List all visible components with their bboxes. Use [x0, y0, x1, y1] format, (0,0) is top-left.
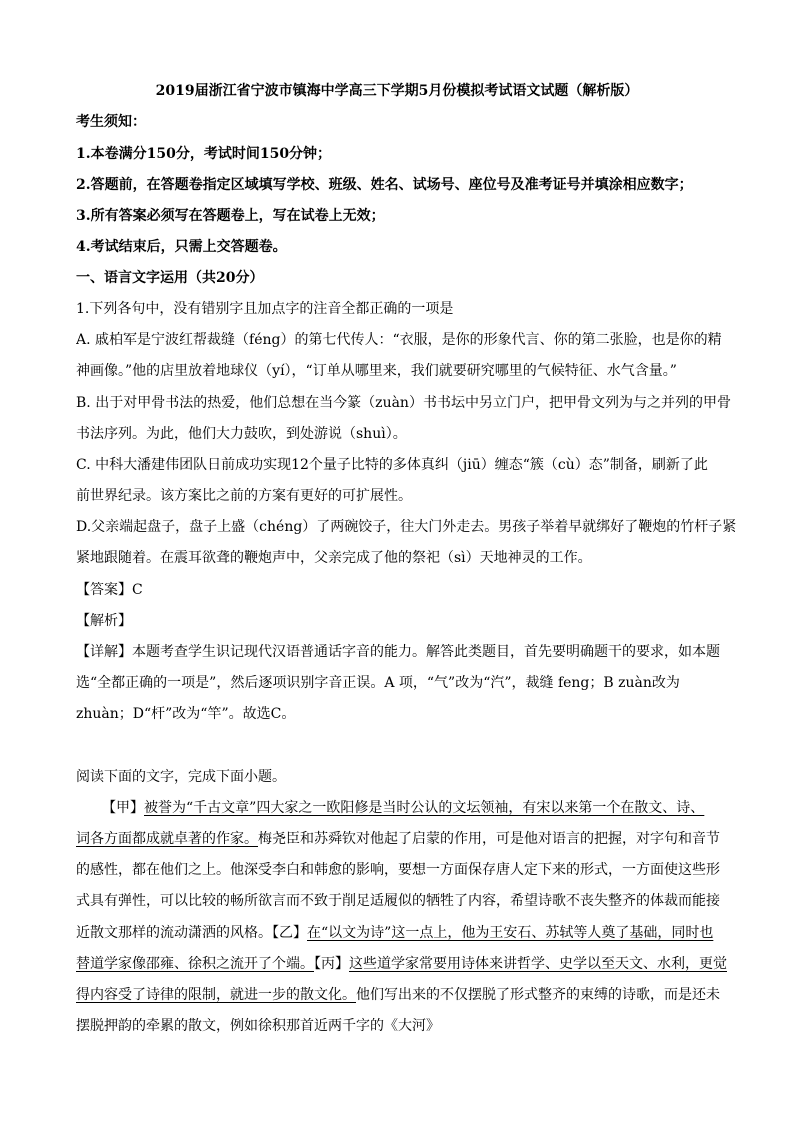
question-stem: 1.下列各句中，没有错别字且加点字的注音全都正确的一项是	[76, 301, 454, 317]
underlined-sentence: 替道学家像邵雍、徐积之流开了个端。	[76, 956, 314, 972]
option-c-cont: 前世界纪录。该方案比之前的方案有更好的可扩展性。	[76, 488, 412, 504]
answer-label: 【答案】C	[76, 582, 143, 598]
marker-jia: 【甲】	[102, 800, 144, 816]
analysis-label: 【解析】	[76, 613, 132, 629]
passage-line: 摆脱押韵的牵累的散文，例如徐积那首近两千字的《大河》	[76, 1018, 440, 1034]
option-b: B. 出于对甲骨书法的热爱，他们总想在当今篆（zuàn）书书坛中另立门户，把甲骨文列为与之并列的甲骨	[76, 395, 731, 411]
document-title: 2019届浙江省宁波市镇海中学高三下学期5月份模拟考试语文试题（解析版）	[155, 83, 639, 99]
section-heading: 一、语言文字运用（共20分）	[76, 270, 264, 286]
marker-bing: 【丙】	[314, 956, 349, 972]
passage-line: 的感性，都在他们之上。他深受李白和韩愈的影响，要想一方面保存唐人定下来的形式，一方面使这些形	[76, 862, 720, 878]
notice-heading: 考生须知：	[76, 114, 146, 130]
detail-text: 【详解】本题考查学生识记现代汉语普通话字音的能力。解答此类题目，首先要明确题干的要求，如本题	[76, 644, 720, 660]
marker-yi: 【乙】	[272, 925, 307, 941]
passage-line: 词各方面都成就卓著的作家。梅尧臣和苏舜钦对他起了启蒙的作用，可是他对语言的把握，对字句和音节	[76, 831, 720, 847]
passage-line	[102, 798, 736, 818]
passage-line: 得内容受了诗律的限制，就进一步的散文化。他们写出来的不仅摆脱了形式整齐的束缚的诗歌，而是还未	[76, 987, 720, 1003]
passage-line: 近散文那样的流动潇洒的风格。【乙】在“以文为诗”这一点上，他为王安石、苏轼等人奠了基础，同时也	[76, 925, 714, 941]
option-b-cont: 书法序列。为此，他们大力鼓吹，到处游说（shuì）。	[76, 426, 407, 442]
option-d-cont: 紧地跟随着。在震耳欲聋的鞭炮声中，父亲完成了他的祭祀（sì）天地神灵的工作。	[76, 550, 592, 566]
option-c: C. 中科大潘建伟团队日前成功实现12个量子比特的多体真纠（jiū）缠态“簇（cù）态”制备，刷新了此	[76, 457, 708, 473]
passage-line	[76, 954, 736, 974]
underlined-sentence: 词各方面都成就卓著的作家。	[76, 831, 258, 847]
notice-item: 4.考试结束后，只需上交答题卷。	[76, 239, 287, 255]
notice-item: 3.所有答案必须写在答题卷上，写在试卷上无效；	[76, 208, 385, 224]
detail-text: 选“全都正确的一项是”，然后逐项识别字音正误。A 项，“气”改为“汽”，裁缝 feng；B zuàn改为	[76, 675, 680, 691]
option-a: A. 戚柏军是宁波红帮裁缝（féng）的第七代传人：“衣服，是你的形象代言、你的第二张脸，也是你的精	[76, 332, 722, 348]
notice-item: 2.答题前，在答题卷指定区域填写学校、班级、姓名、试场号、座位号及准考证号并填涂相应数字；	[76, 177, 693, 193]
underlined-sentence: 这些道学家常要用诗体来讲哲学、史学以至天文、水利，更觉	[349, 956, 727, 972]
underlined-sentence: 在“以文为诗”这一点上，他为王安石、苏轼等人奠了基础，同时也	[307, 925, 714, 941]
notice-item: 1.本卷满分150分，考试时间150分钟；	[76, 146, 332, 162]
detail-text: zhuàn；D“杆”改为“竿”。故选C。	[76, 706, 296, 722]
option-d: D.父亲端起盘子，盘子上盛（chéng）了两碗饺子，往大门外走去。男孩子举着早就绑好了鞭炮的竹杆子紧	[76, 519, 736, 535]
underlined-sentence: 得内容受了诗律的限制，就进一步的散文化。	[76, 987, 356, 1003]
passage-line: 式具有弹性，可以比较的畅所欲言而不致于削足适履似的牺牲了内容，希望诗歌不丧失整齐的体裁而能接	[76, 893, 720, 909]
option-a-cont: 神画像。”他的店里放着地球仪（yí），“订单从哪里来，我们就要研究哪里的气候特征、水气含量。”	[76, 363, 677, 379]
underlined-sentence: 被誉为“千古文章”四大家之一欧阳修是当时公认的文坛领袖，有宋以来第一个在散文、诗、	[144, 800, 705, 816]
passage-intro: 阅读下面的文字，完成下面小题。	[76, 769, 286, 785]
